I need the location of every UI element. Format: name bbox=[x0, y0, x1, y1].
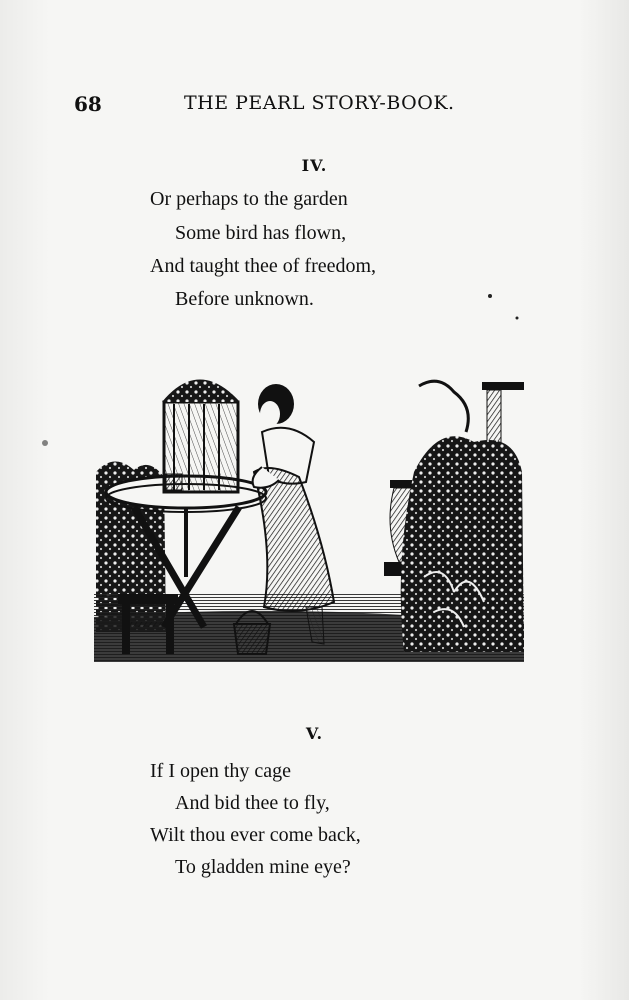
stanza-number: IV. bbox=[301, 156, 328, 175]
verse-line: Some bird has flown, bbox=[175, 222, 347, 244]
verse-line: To gladden mine eye? bbox=[175, 856, 351, 878]
verse-line: Or perhaps to the garden bbox=[150, 188, 348, 210]
verse-line: Wilt thou ever come back, bbox=[150, 824, 361, 846]
verse-line: And taught thee of freedom, bbox=[150, 255, 377, 277]
running-title: THE PEARL STORY-BOOK. bbox=[184, 92, 455, 114]
page-number: 68 bbox=[74, 92, 102, 116]
verse-line: If I open thy cage bbox=[150, 760, 292, 782]
verse-line: And bid thee to fly, bbox=[175, 792, 330, 814]
stanza-number: V. bbox=[305, 724, 324, 743]
verse-line: Before unknown. bbox=[175, 288, 314, 310]
